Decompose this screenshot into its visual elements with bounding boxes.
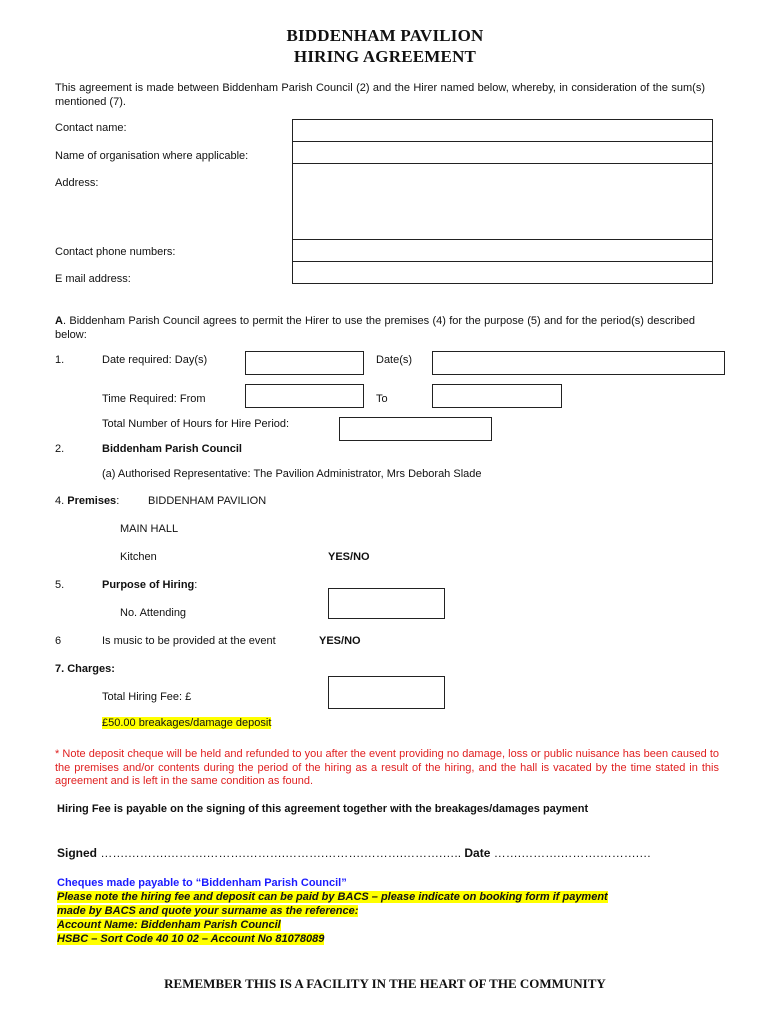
attending-label: No. Attending: [120, 607, 187, 619]
charges-heading: 7. Charges:: [55, 663, 115, 675]
intro-paragraph: This agreement is made between Biddenham Parish Council (2) and the Hirer named below, whereby, in consideration of the sum(s) mentioned (7).: [55, 82, 705, 108]
authorised-representative: (a) Authorised Representative: The Pavilion Administrator, Mrs Deborah Slade: [102, 468, 482, 480]
main-hall-label: MAIN HALL: [120, 523, 179, 535]
item-5-number: 5.: [55, 579, 65, 591]
account-name-wrap: [57, 919, 281, 931]
time-to-label: To: [376, 393, 388, 405]
item-6-number: 6: [55, 635, 62, 647]
time-to-field[interactable]: [432, 384, 562, 408]
days-field[interactable]: [245, 351, 364, 375]
organisation-field[interactable]: [292, 141, 713, 164]
date-dots[interactable]: …….……….……….……….…: [493, 846, 652, 860]
phone-field[interactable]: [292, 239, 713, 262]
time-from-label: Time Required: From: [102, 393, 206, 405]
deposit-highlight: £50.00 breakages/damage deposit: [102, 717, 272, 729]
account-name: Account Name: Biddenham Parish Council: [57, 919, 281, 931]
item-2-number: 2.: [55, 443, 65, 455]
total-hours-label: Total Number of Hours for Hire Period:: [102, 418, 290, 430]
music-question: Is music to be provided at the event: [102, 635, 276, 647]
total-fee-field[interactable]: [328, 676, 445, 709]
contact-name-field[interactable]: [292, 119, 713, 142]
bacs-line-1-wrap: [57, 891, 608, 903]
deposit-note: * Note deposit cheque will be held and refunded to you after the event providing no damage, loss or public nuisance has been caused to the premises and/or contents during the period of the hiring as a result of the hiring, and the hall is vacated by the time stated in this agreement and is left in the same condition as found.: [55, 748, 719, 787]
premises-heading: Premises: [67, 495, 117, 507]
email-field[interactable]: [292, 261, 713, 284]
section-a-letter: A: [55, 315, 63, 327]
signature-line: [57, 846, 651, 860]
total-hours-field[interactable]: [339, 417, 492, 441]
time-from-field[interactable]: [245, 384, 364, 408]
bank-details-wrap: [57, 933, 324, 945]
purpose-colon: :: [194, 579, 198, 591]
item-4-heading: [55, 495, 119, 507]
purpose-heading: Purpose of Hiring: [102, 579, 195, 591]
contact-name-label: Contact name:: [55, 122, 127, 134]
kitchen-yes-no[interactable]: YES/NO: [328, 551, 370, 563]
community-footer: REMEMBER THIS IS A FACILITY IN THE HEART OF THE COMMUNITY: [164, 976, 606, 991]
premises-venue: BIDDENHAM PAVILION: [148, 495, 267, 507]
document-title: BIDDENHAM PAVILION: [286, 26, 484, 45]
cheques-payable: Cheques made payable to “Biddenham Parish Council”: [57, 877, 347, 889]
dates-field[interactable]: [432, 351, 725, 375]
bacs-line-2: made by BACS and quote your surname as the reference:: [57, 905, 359, 917]
music-yes-no[interactable]: YES/NO: [319, 635, 361, 647]
item-4-number: 4.: [55, 495, 65, 507]
signed-dots[interactable]: …….……….……….……….……….……….……….……….……….…..: [100, 846, 462, 860]
date-required-label: Date required: Day(s): [102, 354, 208, 366]
kitchen-label: Kitchen: [120, 551, 157, 563]
address-label: Address:: [55, 177, 99, 189]
dates-label: Date(s): [376, 354, 413, 366]
address-field[interactable]: [292, 163, 713, 240]
bacs-line-2-wrap: [57, 905, 358, 917]
bacs-line-1: Please note the hiring fee and deposit can be paid by BACS – please indicate on booking form if payment: [57, 891, 608, 903]
item-1-number: 1.: [55, 354, 65, 366]
attending-field[interactable]: [328, 588, 445, 619]
section-a-paragraph: [55, 315, 695, 342]
section-a-text: . Biddenham Parish Council agrees to permit the Hirer to use the premises (4) for the purpose (5) and for the period(s) described below:: [55, 315, 695, 341]
parish-council-heading: Biddenham Parish Council: [102, 443, 242, 455]
document-subtitle: HIRING AGREEMENT: [293, 47, 477, 66]
organisation-label: Name of organisation where applicable:: [55, 150, 249, 162]
premises-colon: :: [116, 495, 120, 507]
phone-label: Contact phone numbers:: [55, 246, 176, 258]
bank-details: HSBC – Sort Code 40 10 02 – Account No 81078089: [57, 933, 325, 945]
payable-notice: Hiring Fee is payable on the signing of this agreement together with the breakages/damages payment: [57, 803, 589, 815]
purpose-heading-wrap: [102, 579, 197, 591]
signed-label: Signed: [57, 846, 98, 860]
email-label: E mail address:: [55, 273, 131, 285]
total-fee-label: Total Hiring Fee: £: [102, 691, 192, 703]
date-label: Date: [464, 846, 491, 860]
